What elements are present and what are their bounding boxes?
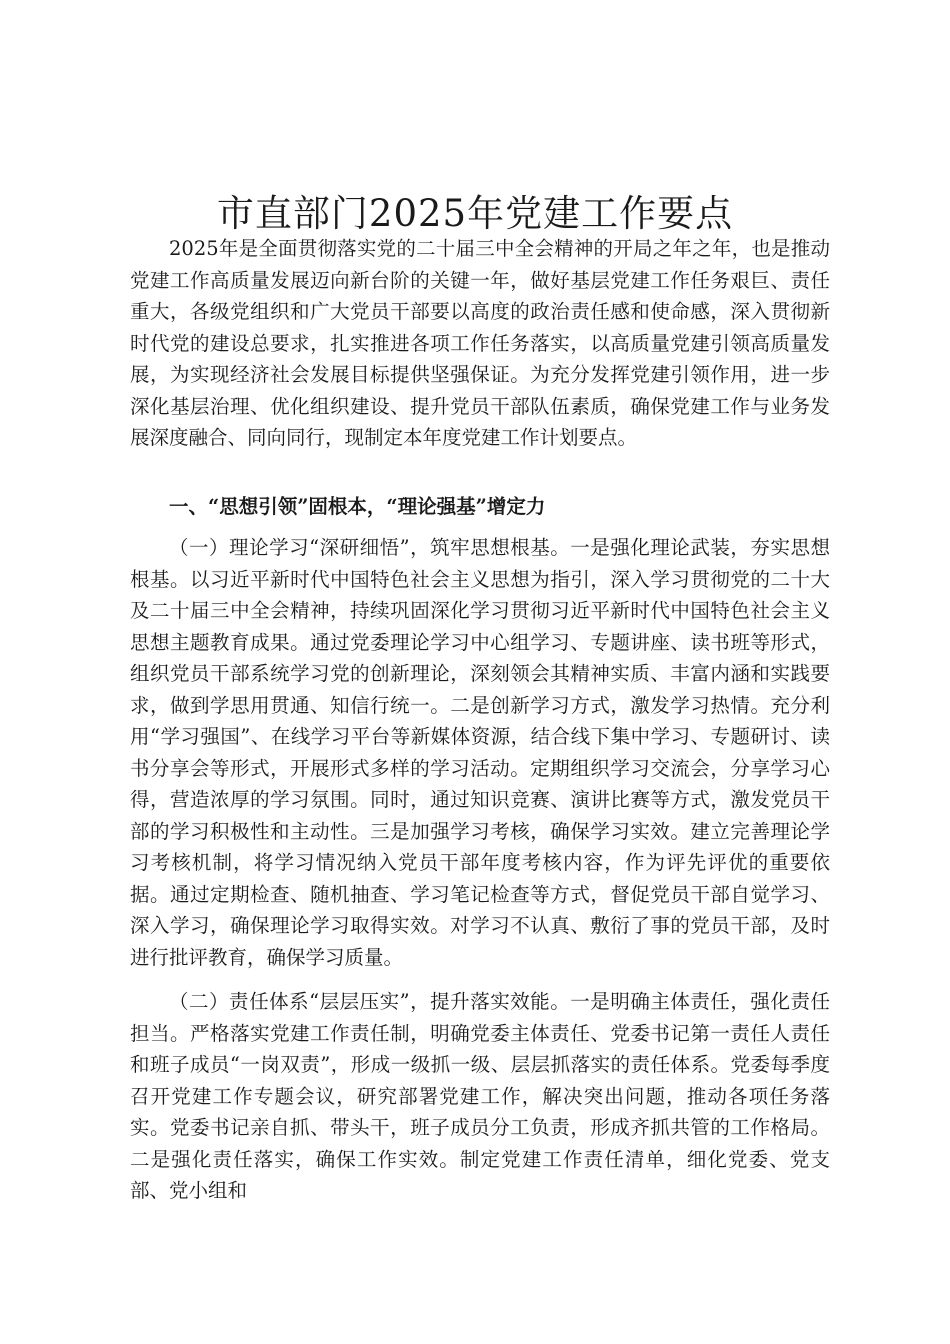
section-heading: 一、“思想引领”固根本，“理论强基”增定力	[169, 495, 546, 518]
paragraph-theory-study: （一）理论学习“深研细悟”，筑牢思想根基。一是强化理论武装，夯实思想根基。以习近平新时代中国特色社会主义思想为指引，深入学习贯彻党的二十大及二十届三中全会精神，持续巩固深化学习贯彻习近平新时代中国特色社会主义思想主题教育成果。通过党委理论学习中心组学习、专题讲座、读书班等形式，组织党员干部系统学习党的创新理论，深刻领会其精神实质、丰富内涵和实践要求，做到学思用贯通、知信行统一。二是创新学习方式，激发学习热情。充分利用“学习强国”、在线学习平台等新媒体资源，结合线下集中学习、专题研讨、读书分享会等形式，开展形式多样的学习活动。定期组织学习交流会，分享学习心得，营造浓厚的学习氛围。同时，通过知识竞赛、演讲比赛等方式，激发党员干部的学习积极性和主动性。三是加强学习考核，确保学习实效。建立完善理论学习考核机制，将学习情况纳入党员干部年度考核内容，作为评先评优的重要依据。通过定期检查、随机抽查、学习笔记检查等方式，督促党员干部自觉学习、深入学习，确保理论学习取得实效。对学习不认真、敷衍了事的党员干部，及时进行批评教育，确保学习质量。	[130, 536, 830, 969]
paragraph-responsibility-system: （二）责任体系“层层压实”，提升落实效能。一是明确主体责任，强化责任担当。严格落实党建工作责任制，明确党委主体责任、党委书记第一责任人责任和班子成员“一岗双责”，形成一级抓一级、层层抓落实的责任体系。党委每季度召开党建工作专题会议，研究部署党建工作，解决突出问题，推动各项任务落实。党委书记亲自抓、带头干，班子成员分工负责，形成齐抓共管的工作格局。二是强化责任落实，确保工作实效。制定党建工作责任清单，细化党委、党支部、党小组和	[130, 990, 830, 1202]
document-title: 市直部门2025年党建工作要点	[216, 191, 734, 235]
intro-paragraph: 2025年是全面贯彻落实党的二十届三中全会精神的开局之年之年，也是推动党建工作高质量发展迈向新台阶的关键一年，做好基层党建工作任务艰巨、责任重大，各级党组织和广大党员干部要以高度的政治责任感和使命感，深入贯彻新时代党的建设总要求，扎实推进各项工作任务落实，以高质量党建引领高质量发展，为实现经济社会发展目标提供坚强保证。为充分发挥党建引领作用，进一步深化基层治理、优化组织建设、提升党员干部队伍素质，确保党建工作与业务发展深度融合、同向同行，现制定本年度党建工作计划要点。	[130, 237, 830, 449]
